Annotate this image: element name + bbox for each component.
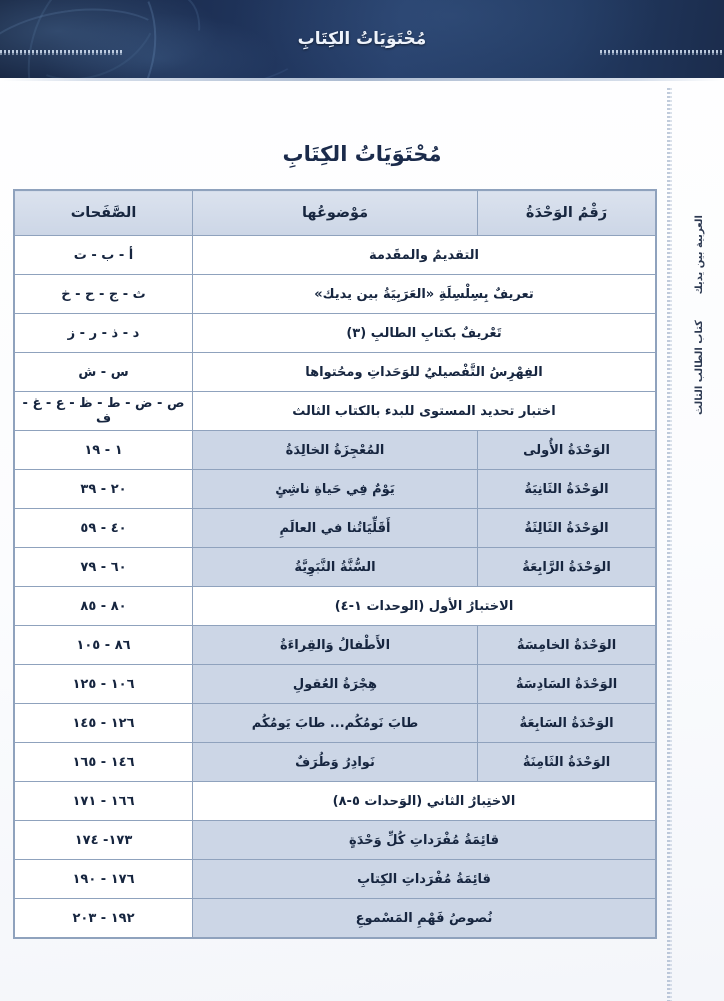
cell-pages: ٦٠ - ٧٩: [15, 548, 193, 587]
cell-topic: الفِهْرِسُ التَّفْصيليُ للوَحَداتِ ومحُتواها: [193, 353, 656, 392]
table-row: [15, 860, 656, 899]
page-header-banner: [0, 0, 724, 78]
cell-topic: نَوادِرُ وَطُرَفٌ: [193, 743, 478, 782]
cell-topic: نُصوصُ فَهْمِ المَسْموعِ: [193, 899, 656, 938]
column-header-pages: الصَّفَحات: [15, 191, 193, 236]
toc-table-head: [15, 191, 656, 236]
table-row: [15, 821, 656, 860]
cell-topic: يَوْمٌ فِي حَياةِ ناشِئٍ: [193, 470, 478, 509]
cell-pages: ث - ج - ح - خ: [15, 275, 193, 314]
table-row: [15, 431, 656, 470]
cell-unit-number: الوَحْدَةُ الرَّابِعَةُ: [478, 548, 656, 587]
table-row: [15, 548, 656, 587]
page-title: مُحْتَوَيَاتُ الكِتَابِ: [282, 142, 442, 166]
cell-pages: ١٠٦ - ١٢٥: [15, 665, 193, 704]
spine-labels: [676, 215, 722, 495]
cell-pages: أ - ب - ت: [15, 236, 193, 275]
cell-pages: ١٢٦ - ١٤٥: [15, 704, 193, 743]
table-row: [15, 236, 656, 275]
cell-pages: ٤٠ - ٥٩: [15, 509, 193, 548]
cell-topic: تعريفٌ بِسِلْسِلَةِ «العَرَبِيَةُ بين يديك»: [193, 275, 656, 314]
table-row: [15, 470, 656, 509]
table-row: [15, 314, 656, 353]
table-header-row: [15, 191, 656, 236]
table-of-contents: [15, 190, 656, 938]
cell-unit-number: الوَحْدَةُ الثَالِثَةُ: [478, 509, 656, 548]
cell-unit-number: الوَحْدَةُ الثَامِنَةُ: [478, 743, 656, 782]
cell-topic: قائِمَةُ مُفْرَداتِ الكِتابِ: [193, 860, 656, 899]
table-row: [15, 626, 656, 665]
cell-unit-number: الوَحْدَةُ الأُولى: [478, 431, 656, 470]
cell-topic: قائِمَةُ مُفْرَداتِ كُلِّ وَحْدَةٍ: [193, 821, 656, 860]
cell-topic: اختبار تحديد المستوى للبدء بالكتاب الثالث: [193, 392, 656, 431]
spine-book-label: كتاب الطالب الثالث: [693, 320, 705, 416]
cell-pages: س - ش: [15, 353, 193, 392]
cell-pages: ١ - ١٩: [15, 431, 193, 470]
cell-pages: ١٧٦ - ١٩٠: [15, 860, 193, 899]
table-row: [15, 782, 656, 821]
cell-unit-number: الوَحْدَةُ الثَانِيَةُ: [478, 470, 656, 509]
cell-unit-number: الوَحْدَةُ الخامِسَةُ: [478, 626, 656, 665]
cell-pages: ٨٦ - ١٠٥: [15, 626, 193, 665]
cell-unit-number: الوَحْدَةُ السَادِسَةُ: [478, 665, 656, 704]
cell-topic: المُعْجِزَةُ الخالِدَةُ: [193, 431, 478, 470]
cell-pages: د - ذ - ر - ز: [15, 314, 193, 353]
column-header-unit: رَقْمُ الوَحْدَةُ: [478, 191, 656, 236]
table-row: [15, 743, 656, 782]
cell-pages: ٢٠ - ٣٩: [15, 470, 193, 509]
table-row: [15, 704, 656, 743]
table-row: [15, 275, 656, 314]
cell-pages: ١٩٢ - ٢٠٣: [15, 899, 193, 938]
cell-topic: طابَ نَومُكُم... طابَ يَومُكُم: [193, 704, 478, 743]
toc-table: [14, 190, 656, 938]
cell-topic: الأَطْفالُ وَالقِراءَةُ: [193, 626, 478, 665]
toc-table-body: [15, 236, 656, 938]
page-edge-checker-rule: [667, 86, 672, 1001]
cell-unit-number: الوَحْدَةُ السَابِعَةُ: [478, 704, 656, 743]
cell-pages: ص - ض - ط - ظ - ع - غ - ف: [15, 392, 193, 431]
cell-topic: أَقَلِّيَاتُنا في العالَمِ: [193, 509, 478, 548]
cell-pages: ٨٠ - ٨٥: [15, 587, 193, 626]
spine-series-label: العربية بين يديك: [693, 215, 705, 295]
table-row: [15, 509, 656, 548]
table-row: [15, 665, 656, 704]
banner-underline-rule: [0, 78, 724, 81]
table-row: [15, 353, 656, 392]
cell-topic: التقديمُ والمقَدمة: [193, 236, 656, 275]
cell-pages: ١٤٦ - ١٦٥: [15, 743, 193, 782]
cell-pages: ١٧٣- ١٧٤: [15, 821, 193, 860]
cell-topic: هِجْرَةُ العُقولِ: [193, 665, 478, 704]
cell-topic: السُّنَّةُ النَّبَوِيَّةُ: [193, 548, 478, 587]
cell-topic: تَعْريفٌ بكتابِ الطالبِ (٣): [193, 314, 656, 353]
cell-topic: الاختِبارُ الثاني (الوَحدات ٥-٨): [193, 782, 656, 821]
table-row: [15, 392, 656, 431]
cell-topic: الاختبارُ الأول (الوحدات ١-٤): [193, 587, 656, 626]
table-row: [15, 587, 656, 626]
table-row: [15, 899, 656, 938]
banner-title: مُحْتَوَيَاتُ الكِتَابِ: [297, 29, 427, 49]
cell-pages: ١٦٦ - ١٧١: [15, 782, 193, 821]
column-header-topic: مَوْضوعُها: [193, 191, 478, 236]
